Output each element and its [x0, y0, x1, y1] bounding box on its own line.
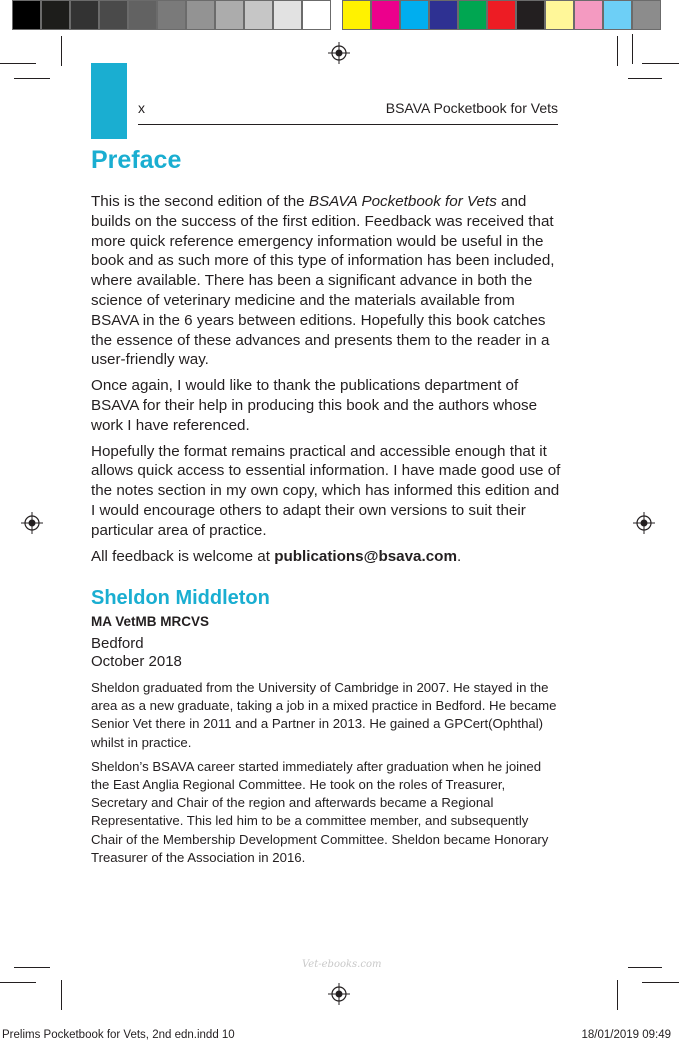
color-swatch: [215, 0, 244, 30]
slug-filename: Prelims Pocketbook for Vets, 2nd edn.indd 10: [2, 1029, 235, 1041]
registration-mark-icon: [328, 983, 350, 1005]
color-swatch: [302, 0, 331, 30]
color-swatch: [273, 0, 302, 30]
crop-mark: [642, 982, 679, 983]
color-swatch: [186, 0, 215, 30]
book-title-italic: BSAVA Pocketbook for Vets: [308, 193, 497, 210]
crop-mark: [0, 63, 36, 64]
page-number: x: [138, 100, 145, 116]
crop-mark: [628, 78, 662, 79]
author-place: Bedford: [91, 635, 144, 652]
running-header: [138, 100, 558, 125]
crop-mark: [0, 982, 36, 983]
running-title: BSAVA Pocketbook for Vets: [385, 100, 558, 116]
slug-timestamp: 18/01/2019 09:49: [581, 1029, 671, 1041]
author-qualifications: MA VetMB MRCVS: [91, 614, 210, 629]
crop-mark: [632, 34, 633, 64]
color-swatch: [157, 0, 186, 30]
page-title: Preface: [91, 146, 182, 174]
color-swatch: [99, 0, 128, 30]
color-swatch: [603, 0, 632, 30]
paragraph: Once again, I would like to thank the publications department of BSAVA for their help in producing this book and the authors whose work I have referenced.: [91, 377, 538, 434]
color-swatch: [70, 0, 99, 30]
color-swatch: [429, 0, 458, 30]
color-swatch: [574, 0, 603, 30]
crop-mark: [617, 36, 618, 66]
crop-mark: [628, 967, 662, 968]
color-swatch: [41, 0, 70, 30]
crop-mark: [61, 980, 62, 1010]
color-swatch: [632, 0, 661, 30]
watermark: Vet-ebooks.com: [302, 959, 382, 970]
author-block: [91, 585, 561, 873]
preface-body: [91, 192, 561, 572]
registration-mark-icon: [21, 512, 43, 534]
crop-mark: [14, 967, 50, 968]
chapter-tab-bar: [91, 63, 127, 139]
color-calibration-bar-grey: [12, 0, 331, 30]
feedback-email: publications@bsava.com: [274, 547, 457, 565]
author-date: October 2018: [91, 653, 182, 670]
color-swatch: [342, 0, 371, 30]
crop-mark: [617, 980, 618, 1010]
author-bio: [91, 679, 561, 867]
color-swatch: [487, 0, 516, 30]
color-swatch: [516, 0, 545, 30]
color-swatch: [12, 0, 41, 30]
crop-mark: [61, 36, 62, 66]
paragraph: Hopefully the format remains practical and accessible enough that it allows quick access to essential information. I have made good use of the notes section in my own copy, which has informed this edition and I would encourage others to adapt their own versions to suit their particular area of practice.: [91, 442, 561, 539]
color-swatch: [545, 0, 574, 30]
color-calibration-bar-color: [342, 0, 661, 30]
paragraph: This is the second edition of the BSAVA Pocketbook for Vets and builds on the success of the first edition. Feedback was received that more quick reference emergency information would be useful in the book and as such more of this type of information has been included, where available. There has been a significant advance in both the science of veterinary medicine and the materials available from BSAVA in the 6 years between editions. Hopefully this book catches the essence of these advances and presents them to the reader in a user-friendly way.: [91, 193, 555, 369]
color-swatch: [458, 0, 487, 30]
registration-mark-icon: [633, 512, 655, 534]
registration-mark-icon: [328, 42, 350, 64]
bio-paragraph: Sheldon graduated from the University of Cambridge in 2007. He stayed in the area as a new graduate, taking a job in a mixed practice in Bedford. He became Senior Vet there in 2011 and a Partner in 2013. He gained a GPCert(Ophthal) whilst in practice.: [91, 680, 557, 750]
color-swatch: [400, 0, 429, 30]
crop-mark: [642, 63, 679, 64]
color-swatch: [244, 0, 273, 30]
author-name: Sheldon Middleton: [91, 587, 270, 609]
paragraph: All feedback is welcome at publications@bsava.com.: [91, 547, 462, 565]
bio-paragraph: Sheldon’s BSAVA career started immediately after graduation when he joined the East Anglia Regional Committee. He took on the roles of Treasurer, Secretary and Chair of the region and afterwards became a Regional Representative. This led him to be a committee member, and subsequently Chair of the Membership Development Committee. Sheldon became Honorary Treasurer of the Association in 2016.: [91, 758, 549, 865]
crop-mark: [14, 78, 50, 79]
color-swatch: [371, 0, 400, 30]
color-swatch: [128, 0, 157, 30]
